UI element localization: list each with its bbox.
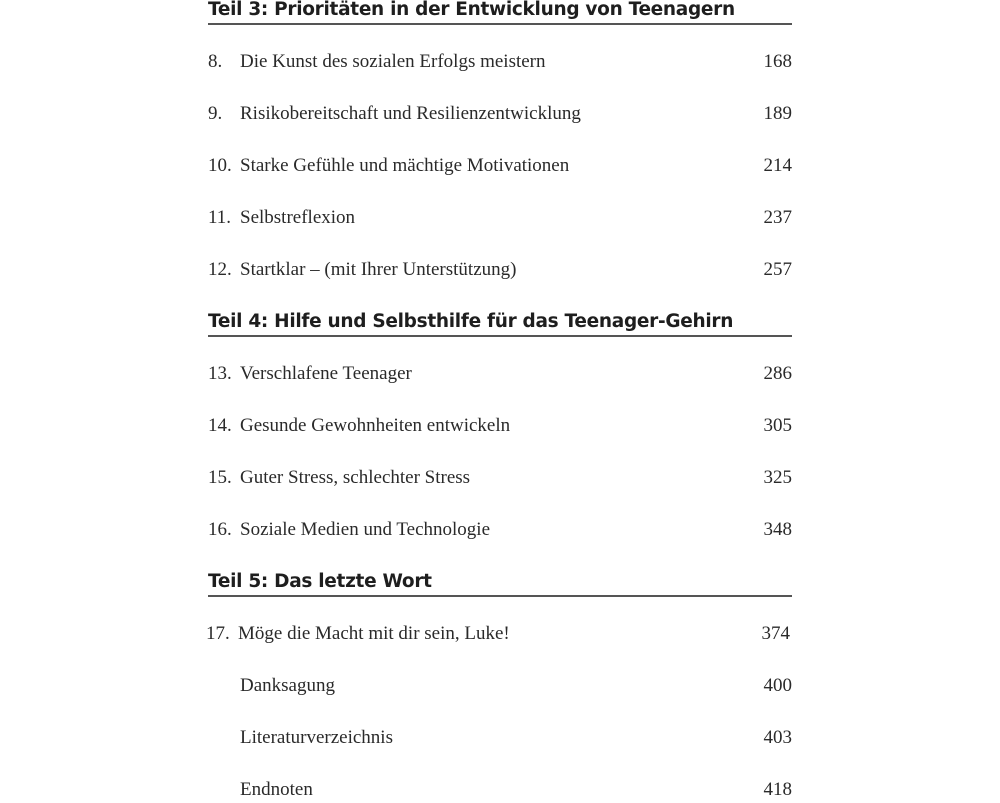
page-number: 418 [763,779,792,800]
toc-entry[interactable] [206,621,790,647]
chapter-title: Guter Stress, schlechter Stress [240,467,471,488]
toc-entry[interactable] [208,517,792,543]
page-number: 168 [763,51,792,72]
section-heading: Teil 4: Hilfe und Selbsthilfe für das Teenager-Gehirn [208,311,734,332]
page-number: 257 [763,259,792,280]
chapter-number: 16. [208,519,232,540]
toc-entry[interactable] [208,777,792,803]
toc-entry[interactable] [208,465,792,491]
chapter-title: Gesunde Gewohnheiten entwickeln [240,415,511,436]
chapter-number: 10. [208,155,232,176]
section-divider [208,595,792,597]
chapter-title: Verschlafene Teenager [240,363,412,384]
section-divider [208,335,792,337]
page-number: 305 [763,415,792,436]
section-heading: Teil 5: Das letzte Wort [208,571,432,592]
chapter-title: Selbstreflexion [240,207,356,228]
toc-entry[interactable] [208,153,792,179]
chapter-number: 11. [208,207,232,228]
chapter-number: 9. [208,103,223,124]
chapter-title: Danksagung [240,675,335,696]
toc-entry[interactable] [208,49,792,75]
page-number: 325 [763,467,792,488]
page-number: 237 [763,207,792,228]
chapter-number: 8. [208,51,223,72]
section-divider [208,23,792,25]
page-number: 189 [763,103,792,124]
page-number: 348 [763,519,792,540]
chapter-number: 15. [208,467,232,488]
toc-entry[interactable] [208,361,792,387]
toc-entry[interactable] [208,413,792,439]
section-heading: Teil 3: Prioritäten in der Entwicklung von Teenagern [208,0,735,20]
chapter-title: Soziale Medien und Technologie [240,519,491,540]
toc-entry[interactable] [208,257,792,283]
page-number: 214 [763,155,792,176]
chapter-title: Startklar – (mit Ihrer Unterstützung) [240,259,517,280]
chapter-number: 12. [208,259,232,280]
chapter-title: Starke Gefühle und mächtige Motivationen [240,155,570,176]
toc-entry[interactable] [208,101,792,127]
page-number: 400 [763,675,792,696]
chapter-title: Endnoten [240,779,313,800]
page-number: 286 [763,363,792,384]
chapter-number: 17. [206,623,230,644]
chapter-number: 14. [208,415,232,436]
chapter-title: Möge die Macht mit dir sein, Luke! [238,623,510,644]
toc-entry[interactable] [208,725,792,751]
chapter-title: Die Kunst des sozialen Erfolgs meistern [240,51,546,72]
chapter-title: Risikobereitschaft und Resilienzentwicklung [240,103,581,124]
toc-entry[interactable] [208,673,792,699]
chapter-title: Literaturverzeichnis [240,727,393,748]
page-number: 403 [763,727,792,748]
page-number: 374 [761,623,790,644]
chapter-number: 13. [208,363,232,384]
toc-entry[interactable] [208,205,792,231]
